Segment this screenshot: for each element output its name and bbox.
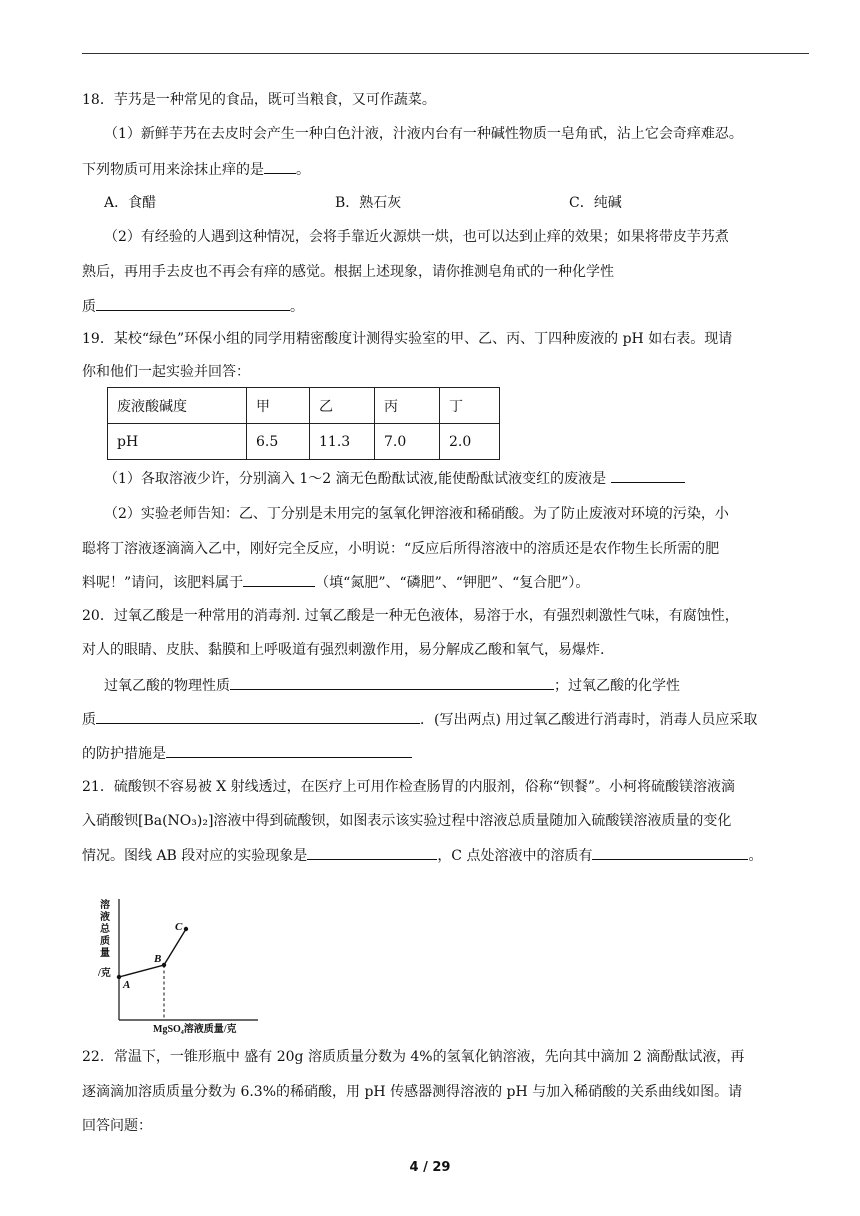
answer-blank[interactable] xyxy=(166,743,412,758)
y-axis-label: /克 xyxy=(98,968,111,979)
point-b xyxy=(162,963,166,967)
page-number: 4 / 29 xyxy=(409,1160,451,1175)
point-c-label: C xyxy=(175,921,183,933)
q18-part2: （2）有经验的人遇到这种情况，会将手靠近火源烘一烘，也可以达到止痒的效果；如果将带皮芋艿煮 xyxy=(104,229,729,245)
q22-stem-line3: 回答问题： xyxy=(82,1118,152,1134)
q19-stem: 19．某校“绿色”环保小组的同学用精密酸度计测得实验室的甲、乙、丙、丁四种废液的 pH 如右表。现请 xyxy=(82,331,733,347)
table-header-row xyxy=(108,388,500,424)
point-b-label: B xyxy=(154,953,162,965)
y-axis-label: 量 xyxy=(100,948,110,959)
y-axis-label: 溶 xyxy=(100,900,110,911)
table-cell: 7.0 xyxy=(375,424,440,460)
answer-blank[interactable] xyxy=(96,709,420,724)
q18-option-b: B．熟石灰 xyxy=(335,195,402,211)
answer-blank[interactable] xyxy=(307,845,437,860)
q19-part1: （1）各取溶液少许，分别滴入 1～2 滴无色酚酞试液,能使酚酞试液变红的废液是 xyxy=(104,468,685,489)
q18-part2-line2: 熟后，再用手去皮也不再会有痒的感觉。根据上述现象，请你推测皂角甙的一种化学性 xyxy=(82,264,614,280)
q22-stem: 22．常温下，一锥形瓶中 盛有 20g 溶质质量分数为 4%的氢氧化钠溶液，先向其中滴加 2 滴酚酞试液，再 xyxy=(82,1049,745,1065)
answer-blank[interactable] xyxy=(611,468,685,483)
answer-blank[interactable] xyxy=(96,296,290,311)
answer-blank[interactable] xyxy=(264,159,296,174)
table-cell: pH xyxy=(108,424,247,460)
q22-stem-line2: 逐滴滴加溶质质量分数为 6.3%的稀硝酸，用 pH 传感器测得溶液的 pH 与加入稀硝酸的关系曲线如图。请 xyxy=(82,1084,743,1100)
table-cell: 丁 xyxy=(440,388,500,424)
q18-option-a: A．食醋 xyxy=(104,195,157,211)
table-cell: 丙 xyxy=(375,388,440,424)
q18-part2-line3: 质 。 xyxy=(82,296,304,317)
y-axis-label: 液 xyxy=(100,912,110,923)
answer-blank[interactable] xyxy=(230,675,554,690)
mass-curve xyxy=(119,929,186,977)
ph-table xyxy=(107,387,500,460)
table-cell: 2.0 xyxy=(440,424,500,460)
q19-part2: （2）实验老师告知：乙、丁分别是未用完的氢氧化钾溶液和稀硝酸。为了防止废液对环境的污染，小 xyxy=(104,506,729,522)
mass-change-graph xyxy=(98,895,268,1035)
x-axis-label: MgSO₄溶液质量/克 xyxy=(153,1024,237,1035)
point-a xyxy=(117,975,121,979)
q19-part2-line3: 料呢！”请问，该肥料属于 （填“氮肥”、“磷肥”、“钾肥”、“复合肥”）。 xyxy=(82,572,589,593)
q19-part2-line2: 聪将丁溶液逐滴滴入乙中，刚好完全反应，小明说：“反应后所得溶液中的溶质还是农作物生长所需的肥 xyxy=(82,541,720,557)
answer-blank[interactable] xyxy=(592,845,748,860)
q21-stem: 21．硫酸钡不容易被 X 射线透过，在医疗上可用作检查肠胃的内服剂，俗称“钡餐”。小柯将硫酸镁溶液滴 xyxy=(82,779,735,795)
y-axis-label: 总 xyxy=(100,924,110,935)
table-cell: 11.3 xyxy=(310,424,375,460)
q19-stem-line2: 你和他们一起实验并回答： xyxy=(82,364,250,380)
q18-stem: 18．芋艿是一种常见的食品，既可当粮食，又可作蔬菜。 xyxy=(82,92,436,108)
table-row xyxy=(108,424,500,460)
table-cell: 废液酸碱度 xyxy=(108,388,247,424)
q20-stem-line2: 对人的眼睛、皮肤、黏膜和上呼吸道有强烈刺激作用，易分解成乙酸和氧气，易爆炸. xyxy=(82,642,605,658)
q18-option-c: C．纯碱 xyxy=(569,195,622,211)
q20-stem: 20．过氧乙酸是一种常用的消毒剂. 过氧乙酸是一种无色液体，易溶于水，有强烈刺激性气味，有腐蚀性， xyxy=(82,608,739,624)
answer-blank[interactable] xyxy=(243,572,315,587)
header-rule xyxy=(82,53,809,54)
y-axis-label: 质 xyxy=(100,936,110,947)
q21-line3: 情况。图线 AB 段对应的实验现象是 ，C 点处溶液中的溶质有 。 xyxy=(82,845,762,866)
table-cell: 甲 xyxy=(247,388,310,424)
q20-line5: 的防护措施是 xyxy=(82,743,412,764)
table-cell: 6.5 xyxy=(247,424,310,460)
q21-stem-line2: 入硝酸钡[Ba(NO₃)₂]溶液中得到硫酸钡，如图表示该实验过程中溶液总质量随加入硫酸镁溶液质量的变化 xyxy=(82,813,732,829)
q18-part1: （1）新鲜芋艿在去皮时会产生一种白色汁液，汁液内台有一种碱性物质一皂角甙，沾上它会奇痒难忍。 xyxy=(104,126,743,142)
point-c xyxy=(184,927,188,931)
q18-part1-question: 下列物质可用来涂抹止痒的是 。 xyxy=(82,159,310,180)
q20-line3: 过氧乙酸的物理性质 ；过氧乙酸的化学性 xyxy=(104,675,680,696)
q20-line4: 质 ．(写出两点) 用过氧乙酸进行消毒时，消毒人员应采取 xyxy=(82,709,757,730)
table-cell: 乙 xyxy=(310,388,375,424)
point-a-label: A xyxy=(123,979,131,991)
